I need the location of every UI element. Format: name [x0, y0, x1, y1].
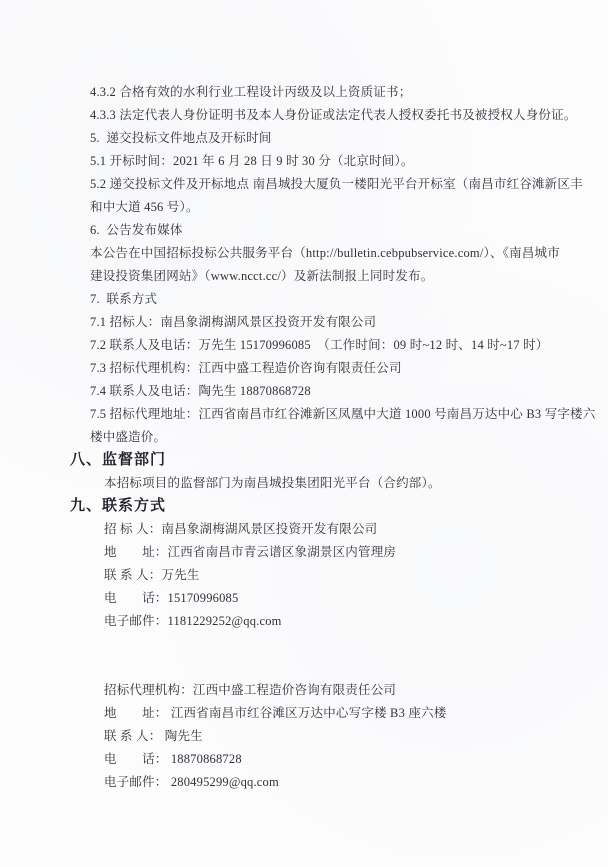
doc-gap: [90, 656, 568, 679]
doc-line: 4.3.3 法定代表人身份证明书及本人身份证或法定代表人授权委托书及被授权人身份证。: [90, 108, 577, 122]
doc-line: 电 话：15170996085: [104, 591, 239, 605]
doc-gap: [90, 633, 568, 656]
doc-line: 电子邮件： 280495299@qq.com: [104, 775, 279, 789]
doc-line: 招 标 人：南昌象湖梅湖风景区投资开发有限公司: [104, 522, 378, 536]
doc-line: 招标代理机构：江西中盛工程造价咨询有限责任公司: [104, 683, 397, 697]
doc-line: 5. 递交投标文件地点及开标时间: [90, 131, 272, 145]
doc-line: 7.2 联系人及电话：万先生 15170996085 （工作时间：09 时~12 时、14 时~17 时）: [90, 338, 549, 352]
doc-line: 5.1 开标时间：2021 年 6 月 28 日 9 时 30 分（北京时间）。: [90, 154, 414, 168]
doc-line: 4.3.2 合格有效的水利行业工程设计丙级及以上资质证书；: [90, 85, 412, 99]
doc-line: 7. 联系方式: [90, 292, 158, 306]
doc-line: 建设投资集团网站》（www.ncct.cc/）及新法制报上同时发布。: [90, 269, 434, 283]
doc-line: 7.1 招标人：南昌象湖梅湖风景区投资开发有限公司: [90, 315, 377, 329]
doc-heading: 九、联系方式: [70, 498, 167, 514]
doc-line: 电子邮件：1181229252@qq.com: [104, 614, 282, 628]
doc-line: 楼中盛造价。: [90, 430, 167, 444]
doc-line: 7.3 招标代理机构：江西中盛工程造价咨询有限责任公司: [90, 361, 402, 375]
doc-line: 6. 公告发布媒体: [90, 223, 183, 237]
doc-line: 联 系 人：万先生: [104, 568, 200, 582]
doc-line: 本公告在中国招标投标公共服务平台（http://bulletin.cebpubservice.com/）、《南昌城市: [90, 246, 560, 260]
doc-line: 本招标项目的监督部门为南昌城投集团阳光平台（合约部）。: [104, 476, 441, 490]
doc-line: 地 址： 江西省南昌市红谷滩区万达中心写字楼 B3 座六楼: [104, 706, 447, 720]
doc-heading: 八、监督部门: [70, 452, 167, 468]
doc-line: 电 话： 18870868728: [104, 752, 242, 766]
doc-line: 7.4 联系人及电话：陶先生 18870868728: [90, 384, 311, 398]
doc-line: 5.2 递交投标文件及开标地点 南昌城投大厦负一楼阳光平台开标室（南昌市红谷滩新区丰: [90, 177, 583, 191]
doc-line: 7.5 招标代理地址：江西省南昌市红谷滩新区凤凰中大道 1000 号南昌万达中心 B3 写字楼六: [90, 407, 596, 421]
doc-line: 地 址：江西省南昌市青云谱区象湖景区内管理房: [104, 545, 397, 559]
doc-line: 和中大道 456 号）。: [90, 200, 199, 214]
doc-line: 联 系 人： 陶先生: [104, 729, 203, 743]
